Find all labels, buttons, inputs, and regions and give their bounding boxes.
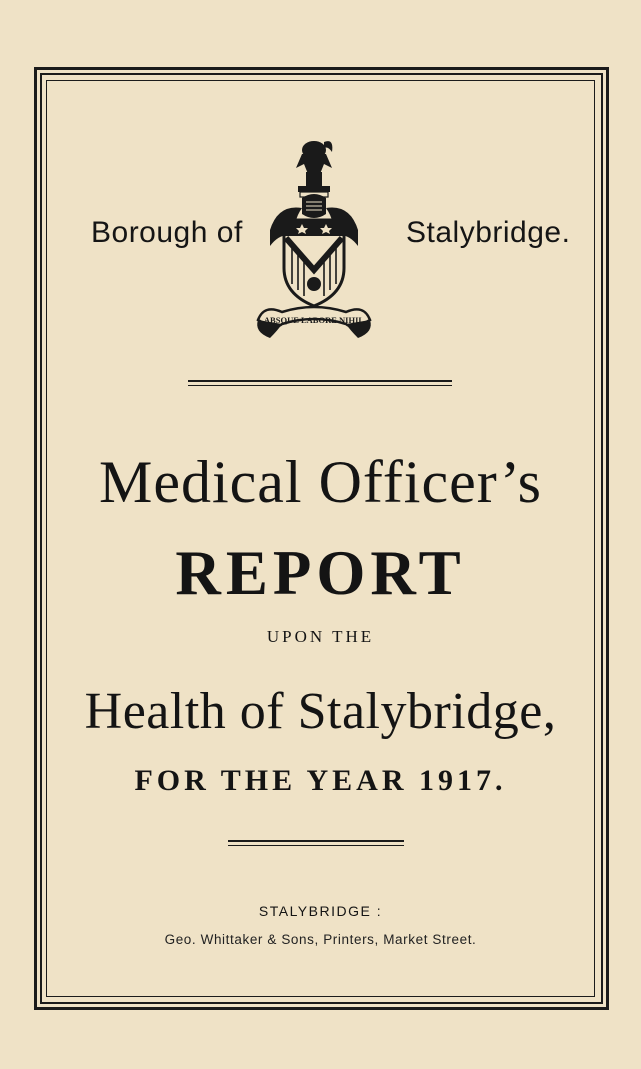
borough-coat-of-arms-icon	[252, 134, 376, 344]
borough-label: Borough of	[91, 216, 243, 249]
town-label: Stalybridge.	[406, 216, 571, 249]
title-subject: Health of Stalybridge,	[84, 683, 557, 740]
title-connector: UPON THE	[266, 627, 375, 646]
title-line-2: REPORT	[175, 538, 466, 608]
top-divider	[188, 380, 452, 386]
title-period: FOR THE YEAR 1917.	[134, 764, 507, 797]
bottom-divider	[228, 840, 404, 846]
crest-motto: ABSQUE LABORE NIHIL	[263, 315, 365, 325]
title-line-1: Medical Officer’s	[99, 449, 542, 515]
imprint-place: STALYBRIDGE :	[258, 903, 383, 919]
imprint-printer: Geo. Whittaker & Sons, Printers, Market Street.	[164, 932, 477, 947]
